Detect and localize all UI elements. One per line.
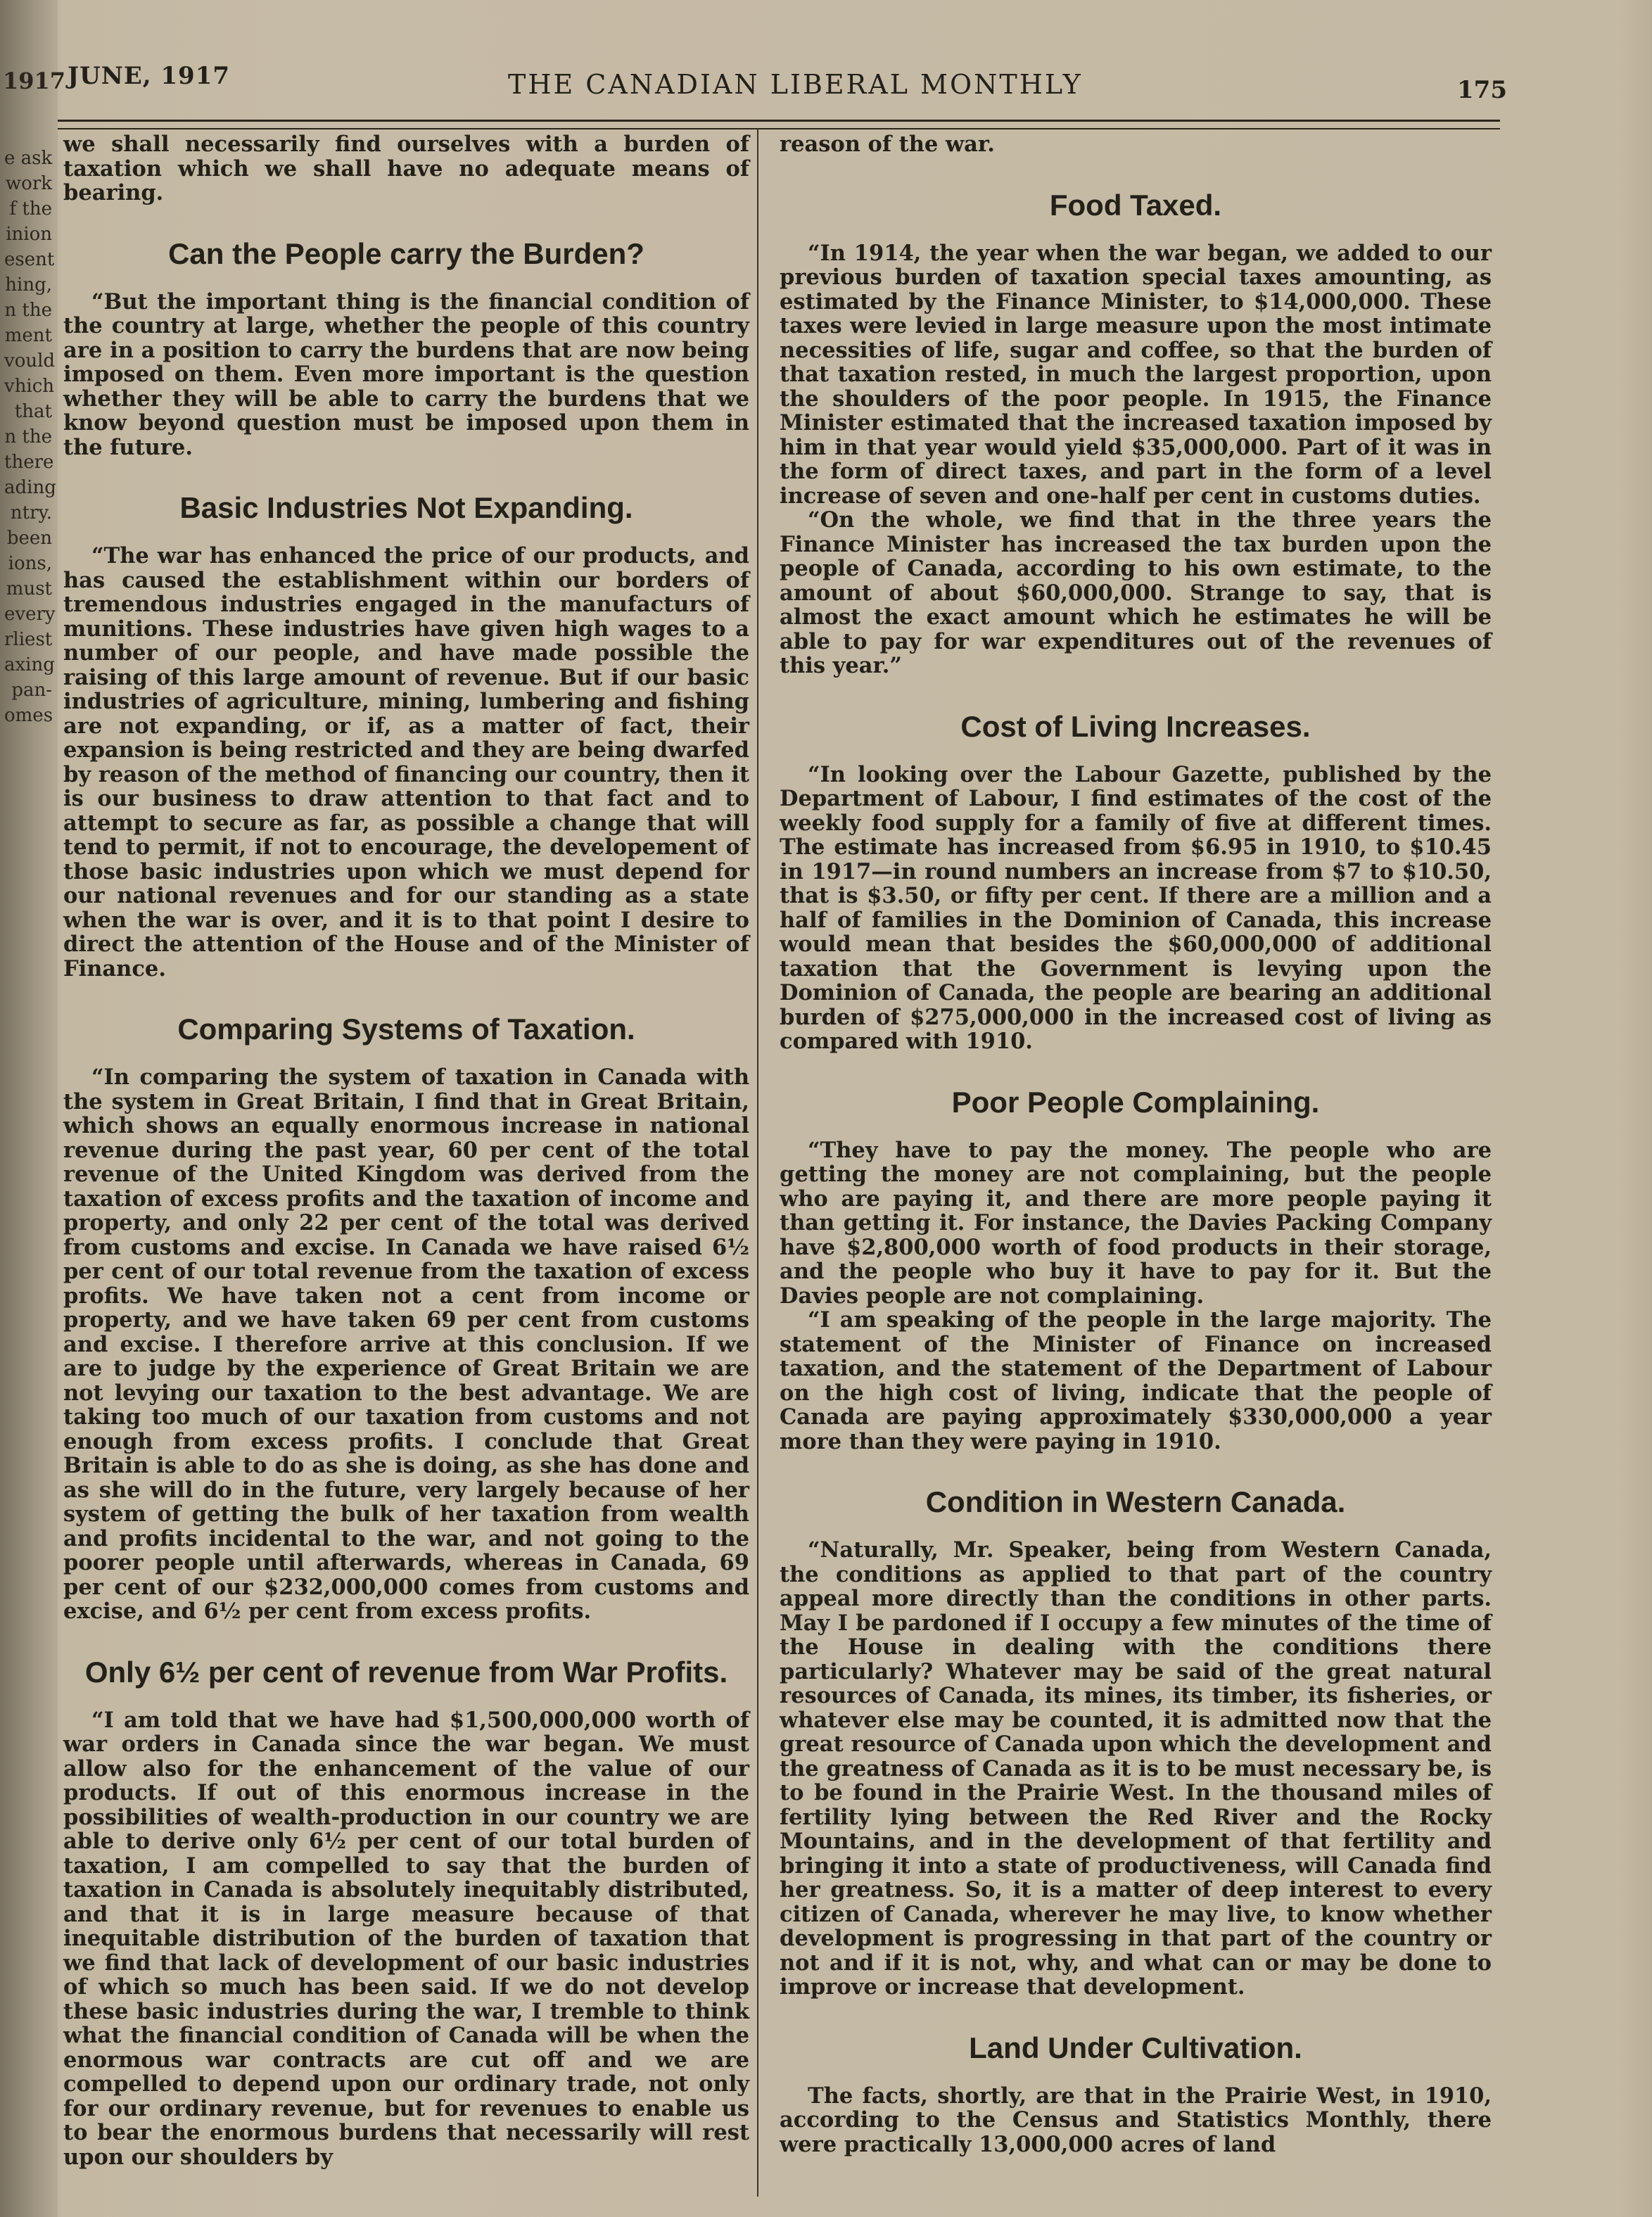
margin-fragment: hing, xyxy=(5,274,52,296)
right-column xyxy=(780,132,1492,2194)
issue-date: JUNE, 1917 xyxy=(68,62,231,90)
column-divider xyxy=(757,128,758,2197)
margin-fragment: omes xyxy=(4,705,53,726)
margin-fragment: that xyxy=(14,401,52,422)
section-heading-poor-people-complaining: Poor People Complaining. xyxy=(951,1085,1320,1119)
publication-title: THE CANADIAN LIBERAL MONTHLY xyxy=(508,69,1083,100)
section-heading-food-taxed: Food Taxed. xyxy=(1049,188,1222,222)
section-heading-cost-of-living-increases: Cost of Living Increases. xyxy=(960,709,1311,743)
paragraph: “Naturally, Mr. Speaker, being from Western Canada, the conditions as applied to that part of the country appeal more directly than the conditions in other parts. May I be pardoned if I occupy a few minutes of the time of the House in dealing with the conditions there particularly? Whatever may be said of the great natural resources of Canada, its mines, its timber, its fisheries, or whatever else may be counted, it is admitted now that the great resource of Canada upon which the development and the greatness of Canada as it is to be must necessary be, is to be found in the Prairie West. In the thousand miles of fertility lying between the Red River and the Rocky Mountains, and in the development of that fertility and bringing it into a state of productiveness, will Canada find her greatness. So, it is a matter of deep interest to every citizen of Canada, wherever he may live, to know whether development is progressing in that part of the country or not and if it is not, why, and what can or may be done to improve or increase that development. xyxy=(780,1537,1492,2000)
running-header xyxy=(58,56,1507,113)
margin-fragment: ading xyxy=(4,477,56,498)
margin-fragment: n the xyxy=(4,300,52,321)
margin-fragment: every xyxy=(4,604,56,625)
paragraph: “In 1914, the year when the war began, we added to our previous burden of taxation special taxes amounting, as estimated by the Finance Minister, to $14,000,000. These taxes were levied in large measure upon the most intimate necessities of life, sugar and coffee, so that the burden of that taxation rested, in much the largest proportion, upon the shoulders of the poor people. In 1915, the Finance Minister estimated that the increased taxation imposed by him in that year would yield $35,000,000. Part of it was in the form of direct taxes, and part in the form of a level increase of seven and one-half per cent in customs duties. xyxy=(780,240,1492,509)
margin-fragment: ions, xyxy=(8,553,52,574)
paragraph: “I am told that we have had $1,500,000,000 worth of war orders in Canada since the war began. We must allow also for the enhancement of the value of our products. If out of this enormous increase in the possibilities of wealth-production in our country we are able to derive only 6½ per cent of our total burden of taxation, I am compelled to say that the burden of taxation in Canada is absolutely inequitably distributed, and that it is in large measure because of that inequitable distribution of the burden of taxation that we find that lack of development of our basic industries of which so much has been said. If we do not develop these basic industries during the war, I tremble to think what the financial condition of Canada will be when the enormous war contracts are cut off and we are compelled to depend upon our ordinary trade, not only for our ordinary revenue, but for revenues to enable us to bear the enormous burdens that necessarily will rest upon our shoulders by xyxy=(63,1707,749,2170)
right-column-opening: reason of the war. xyxy=(780,132,995,157)
section-heading-can-the-people-carry-the-burden: Can the People carry the Burden? xyxy=(168,236,644,270)
previous-page-number: 1917 xyxy=(3,68,66,94)
margin-fragment: esent xyxy=(4,249,55,270)
paragraph: The facts, shortly, are that in the Prairie West, in 1910, according to the Census and Statistics Monthly, there were practically 13,000,000 acres of land xyxy=(780,2083,1492,2157)
paragraph: “In comparing the system of taxation in Canada with the system in Great Britain, I find that in Great Britain, which shows an equally enormous increase in national revenue during the past year, 60 per cent of the total revenue of the United Kingdom was derived from the taxation of excess profits and the taxation of income and property, and only 22 per cent of the total was derived from customs and excise. In Canada we have raised 6½ per cent of our total revenue from the taxation of excess profits. We have taken not a cent from income or property, and we have taken 69 per cent from customs and excise. I therefore arrive at this conclusion. If we are to judge by the experience of Great Britain we are not levying our taxation to the best advantage. We are taking too much of our taxation from customs and not enough from excess profits. I conclude that Great Britain is able to do as she is doing, as she has done and as she will do in the future, very largely because of her system of getting the bulk of her taxation from wealth and profits incidental to the war, and not going to the poorer people until afterwards, whereas in Canada, 69 per cent of our $232,000,000 comes from customs and excise, and 6½ per cent from excess profits. xyxy=(63,1065,749,1624)
margin-fragment: inion xyxy=(6,224,52,245)
margin-fragment: rliest xyxy=(4,629,53,650)
left-column xyxy=(63,132,749,2194)
paragraph: “They have to pay the money. The people who are getting the money are not complaining, but the people who are paying it, and there are more people paying it than getting it. For instance, the Davies Packing Company have $2,800,000 worth of food products in their storage, and the people who buy it have to pay for it. But the Davies people are not complaining. xyxy=(780,1137,1492,1309)
margin-fragment: ment xyxy=(4,325,52,346)
margin-fragment: vhich xyxy=(4,376,55,397)
margin-fragment: ntry. xyxy=(10,502,52,523)
margin-fragment: been xyxy=(6,528,52,549)
section-heading-land-under-cultivation: Land Under Cultivation. xyxy=(969,2031,1302,2064)
margin-fragment: work xyxy=(5,173,52,194)
previous-page-margin xyxy=(0,0,66,2217)
section-heading-comparing-systems-of-taxation: Comparing Systems of Taxation. xyxy=(177,1012,635,1046)
margin-fragment: must xyxy=(6,578,52,599)
margin-fragment: vould xyxy=(4,350,56,371)
paragraph: “But the important thing is the financial condition of the country at large, whether the people of this country are in a position to carry the burdens that are now being imposed on them. Even more important is the question whether they will be able to carry the burdens that we know beyond question must be imposed upon them in the future. xyxy=(63,288,749,460)
header-rule xyxy=(58,120,1500,129)
margin-fragment: n the xyxy=(4,426,52,447)
paragraph: “In looking over the Labour Gazette, published by the Department of Labour, I find estimates of the cost of the weekly food supply for a family of five at different times. The estimate has increased from $6.95 in 1910, to $10.45 in 1917—in round numbers an increase from $7 to $10.50, that is $3.50, or fifty per cent. If there are a million and a half of families in the Dominion of Canada, this increase would mean that besides the $60,000,000 of additional taxation that the Government is levying upon the Dominion of Canada, the people are bearing an additional burden of $275,000,000 in the increased cost of living as compared with 1910. xyxy=(780,761,1492,1054)
margin-fragment: there xyxy=(4,452,54,473)
margin-fragment: f the xyxy=(9,198,52,220)
section-heading-condition-in-western-canada: Condition in Western Canada. xyxy=(925,1485,1346,1518)
margin-fragment: axing xyxy=(4,654,55,675)
paragraph: “The war has enhanced the price of our products, and has caused the establishment within our borders of tremendous industries engaged in the manufacturs of munitions. These industries have given high wages to a number of our people, and have made possible the raising of this large amount of revenue. But if our basic industries of agriculture, mining, lumbering and fishing are not expanding, or if, as a matter of fact, their expansion is being restricted and they are being dwarfed by reason of the method of financing our country, then it is our business to draw attention to that fact and to attempt to secure as far, as possible a change that will tend to permit, if not to encourage, the developement of those basic industries upon which we must depend for our national revenues and for our standing as a state when the war is over, and it is to that point I desire to direct the attention of the House and of the Minister of Finance. xyxy=(63,543,749,982)
section-heading-basic-industries-not-expanding: Basic Industries Not Expanding. xyxy=(179,491,633,524)
paragraph: “I am speaking of the people in the large majority. The statement of the Minister of Finance on increased taxation, and the statement of the Department of Labour on the high cost of living, indicate that the people of Canada are paying approximately $330,000,000 a year more than they were paying in 1910. xyxy=(780,1307,1492,1454)
paragraph: “On the whole, we find that in the three years the Finance Minister has increased the tax burden upon the people of Canada, according to his own estimate, to the amount of about $60,000,000. Strange to say, that is almost the exact amount which he estimates he will be able to pay for war expenditures out of the revenues of this year.” xyxy=(780,507,1492,678)
margin-fragment: pan- xyxy=(11,680,52,701)
section-heading-only-6-per-cent-of-revenue-from-war-profits: Only 6½ per cent of revenue from War Profits. xyxy=(84,1655,728,1689)
left-column-opening: we shall necessarily find ourselves with a burden of taxation which we shall have no adequate means of bearing. xyxy=(63,132,749,205)
page-number: 175 xyxy=(1457,76,1507,104)
margin-fragment: e ask xyxy=(4,148,53,169)
